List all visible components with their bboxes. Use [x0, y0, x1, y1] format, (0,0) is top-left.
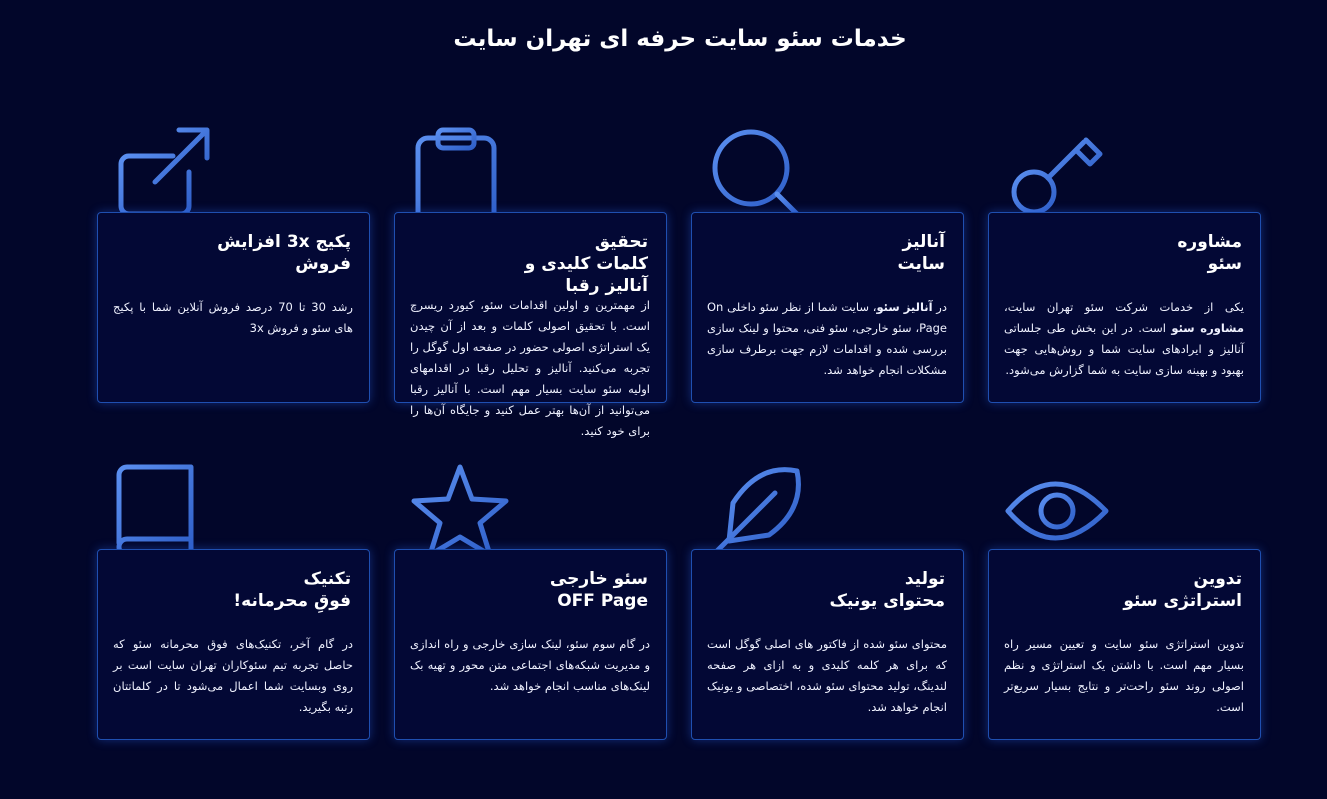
card-title-line: تکنیک [303, 569, 351, 589]
card-title-line: سایت [897, 254, 945, 274]
card-description [707, 634, 947, 718]
text-segment: از مهمترین و اولین اقدامات سئو، کیورد ریسرچ است. با تحقیق اصولی کلمات و بعد از آن چیدن یک استراتژی اصولی حضور در صفحه اول گوگل را تجربه می‌کنید. آنالیز و تحلیل رقبا در اقدامهای اولیه سئو سایت بسیار مهم است. با آنالیز رقبا می‌توانید از آن‌ها بهتر عمل کنید و جایگاه آن‌ها را برای خود کنید. [410, 298, 650, 438]
card-title-line: سئو [1207, 254, 1242, 274]
card-description [113, 634, 353, 718]
card-title [121, 231, 351, 275]
card-title-line: فروش [295, 254, 351, 274]
card-description [410, 295, 650, 442]
star-icon [412, 463, 508, 559]
card-description [1004, 634, 1244, 718]
page-title: خدمات سئو سایت حرفه ای تهران سایت [453, 26, 907, 52]
service-card [691, 549, 964, 740]
text-segment: ، سایت شما از نظر سئو داخلی On Page، سئو خارجی، سئو فنی، محتوا و لینک سازی بررسی شده و اقدامات لازم جهت برطرف سازی مشکلات انجام خواهد شد. [707, 300, 947, 377]
card-title-line: تحقیق [594, 232, 648, 252]
service-card [691, 212, 964, 403]
card-description [707, 297, 947, 381]
highlighted-text: مشاوره سئو [1171, 321, 1244, 335]
book-icon [115, 463, 211, 559]
card-title [418, 231, 648, 297]
text-segment: در گام آخر، تکنیک‌های فوق محرمانه سئو که حاصل تجربه تیم سئوکاران تهران سایت است بر روی وبسایت شما اعمال می‌شود تا در کلماتتان رتبه بگیرید. [113, 637, 353, 714]
card-title-line: تدوین [1193, 569, 1242, 589]
card-title-line: OFF Page [557, 591, 648, 611]
card-title [1012, 231, 1242, 275]
card-title-line: محتوای یونیک [829, 591, 945, 611]
search-icon [709, 126, 805, 222]
card-title-line: استراتژی سئو [1123, 591, 1242, 611]
service-card [97, 212, 370, 403]
text-segment: در [932, 300, 947, 314]
highlighted-text: آنالیز سئو [876, 300, 933, 314]
card-title [1012, 568, 1242, 612]
text-segment: تدوین استراتژی سئو سایت و تعیین مسیر راه بسیار مهم است. با داشتن یک استراتژی و نظم اصولی روند سئو راحت‌تر و نتایج بسیار سریع‌تر است. [1004, 637, 1244, 714]
service-card [394, 549, 667, 740]
service-card [988, 212, 1261, 403]
service-card [988, 549, 1261, 740]
service-card [394, 212, 667, 438]
service-card [97, 549, 370, 740]
text-segment: محتوای سئو شده از فاکتور های اصلی گوگل است که برای هر کلمه کلیدی و به ازای هر صفحه لندینگ، تولید محتوای سئو شده، اختصاصی و یونیک انجام خواهد شد. [707, 637, 947, 714]
card-title [418, 568, 648, 612]
card-description [410, 634, 650, 697]
card-title-line: آنالیز رقبا [565, 276, 648, 296]
card-description [113, 297, 353, 339]
key-icon [1006, 126, 1102, 222]
text-segment: یکی از خدمات شرکت سئو تهران سایت، [1004, 300, 1244, 314]
external-link-icon [115, 126, 211, 222]
card-title [121, 568, 351, 612]
text-segment: در گام سوم سئو، لینک سازی خارجی و راه اندازی و مدیریت شبکه‌های اجتماعی متن محور و تهیه بک لینک‌های مناسب انجام خواهد شد. [410, 637, 650, 693]
text-segment: است. در این بخش طی جلساتی آنالیز و ایرادهای سایت شما و روش‌هایی جهت بهبود و بهینه سازی سایت به شما گزارش می‌شود. [1004, 321, 1244, 377]
card-title-line: سئو خارجی [549, 569, 648, 589]
feather-icon [709, 463, 805, 559]
text-segment: رشد 30 تا 70 درصد فروش آنلاین شما با پکیج های سئو و فروش 3x [113, 300, 353, 335]
card-title-line: فوقِ محرمانه! [233, 591, 351, 611]
card-title-line: پکیج 3x افزایش [217, 232, 351, 252]
card-title [715, 568, 945, 612]
eye-icon [1006, 463, 1102, 559]
card-title-line: آنالیز [902, 232, 945, 252]
card-title-line: کلمات کلیدی و [524, 254, 648, 274]
card-description [1004, 297, 1244, 381]
card-title-line: تولید [904, 569, 945, 589]
card-title-line: مشاوره [1177, 232, 1242, 252]
clipboard-icon [412, 126, 508, 222]
card-title [715, 231, 945, 275]
